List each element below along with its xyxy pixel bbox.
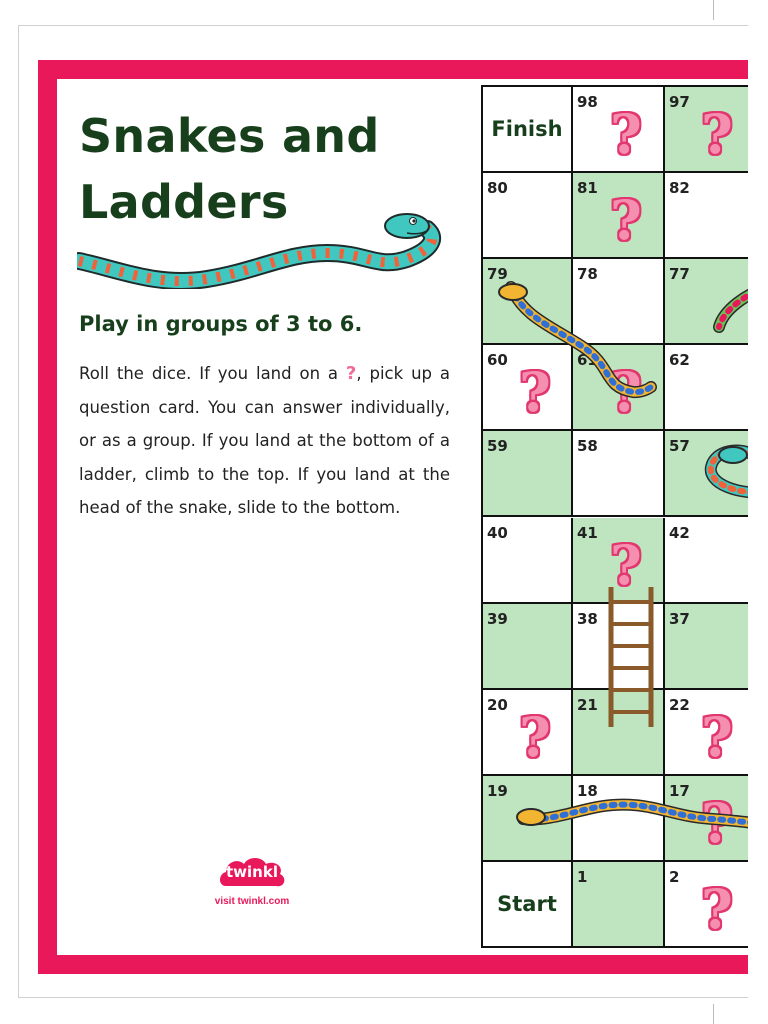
board-square-number: 98: [577, 93, 598, 111]
board-square-number: 59: [487, 437, 508, 456]
question-mark-icon: ?: [610, 360, 642, 425]
board-square-number: 61: [577, 351, 598, 370]
board-square[interactable]: [573, 87, 665, 173]
board-square[interactable]: [483, 345, 573, 431]
board-square-number: 39: [487, 609, 508, 628]
board-square-number: 37: [669, 609, 690, 628]
game-board: [481, 85, 748, 948]
board-square[interactable]: [573, 345, 665, 431]
rules-text-end: , pick up a question card. You can answer individually, or as a group. If you land at the bottom of a ladder, climb to the top. If you land at the head of the snake, slide to the bottom.: [79, 364, 450, 518]
visit-link[interactable]: visit twinkl.com: [214, 896, 290, 907]
group-size-heading: Play in groups of 3 to 6.: [79, 312, 363, 336]
board-square[interactable]: [483, 862, 573, 948]
board-square[interactable]: [665, 87, 748, 173]
question-mark-icon: ?: [345, 363, 357, 384]
board-square-number: 41: [577, 523, 598, 542]
board-square[interactable]: [483, 87, 573, 173]
board-square-number: 2: [669, 867, 680, 886]
crop-mark: [713, 0, 714, 20]
question-mark-icon: ?: [701, 102, 733, 166]
board-square[interactable]: [573, 776, 665, 862]
board-square-number: 97: [669, 93, 690, 111]
board-square[interactable]: [665, 690, 748, 776]
board-square-number: 18: [577, 781, 598, 800]
question-mark-icon: ?: [610, 532, 642, 597]
board-square[interactable]: [483, 173, 573, 259]
board-square[interactable]: [573, 862, 665, 948]
board-square[interactable]: [483, 776, 573, 862]
board-square-number: 21: [577, 695, 598, 714]
board-square-number: 60: [487, 351, 508, 370]
question-mark-icon: ?: [701, 790, 733, 855]
worksheet-content: [57, 79, 748, 955]
board-square[interactable]: [483, 690, 573, 776]
board-square-label: Start: [497, 891, 557, 916]
board-square-number: 81: [577, 179, 598, 198]
board-square[interactable]: [665, 776, 748, 862]
board-square-number: 62: [669, 351, 690, 370]
board-square-number: 42: [669, 523, 690, 542]
question-mark-icon: ?: [610, 188, 642, 253]
board-square[interactable]: [483, 518, 573, 604]
rules-paragraph: [79, 357, 450, 525]
question-mark-icon: ?: [701, 704, 733, 769]
board-square[interactable]: [573, 518, 665, 604]
board-square-number: 80: [487, 179, 508, 198]
twinkl-logo: [212, 854, 292, 907]
board-square-number: 40: [487, 523, 508, 542]
board-square-number: 19: [487, 781, 508, 800]
board-square[interactable]: [483, 604, 573, 690]
board-square[interactable]: [573, 604, 665, 690]
board-square-number: 17: [669, 781, 690, 800]
board-square-number: 82: [669, 179, 690, 198]
question-mark-icon: ?: [519, 704, 551, 769]
board-square-number: 78: [577, 265, 598, 284]
logo-wordmark: twinkl: [226, 863, 278, 881]
board-square-number: 1: [577, 867, 588, 886]
board-square-number: 77: [669, 265, 690, 284]
logo-cloud: [216, 854, 288, 894]
question-mark-icon: ?: [519, 360, 551, 425]
board-square[interactable]: [665, 431, 748, 517]
board-square-number: 20: [487, 695, 508, 714]
board-square[interactable]: [665, 259, 748, 345]
board-square-number: 79: [487, 265, 508, 284]
board-square[interactable]: [665, 604, 748, 690]
board-square[interactable]: [573, 173, 665, 259]
board-square[interactable]: [573, 690, 665, 776]
board-square-number: 57: [669, 437, 690, 456]
board-square[interactable]: [483, 431, 573, 517]
board-square-number: 58: [577, 437, 598, 456]
board-square[interactable]: [665, 173, 748, 259]
question-mark-icon: ?: [610, 102, 642, 166]
board-square-number: 38: [577, 609, 598, 628]
board-square-label: Finish: [491, 117, 563, 142]
board-square[interactable]: [573, 259, 665, 345]
board-square[interactable]: [573, 431, 665, 517]
board-square[interactable]: [665, 518, 748, 604]
page-title: Snakes and Ladders: [79, 109, 380, 229]
snake-icon: [77, 209, 457, 289]
board-square[interactable]: [665, 345, 748, 431]
board-square[interactable]: [665, 862, 748, 948]
board-square[interactable]: [483, 259, 573, 345]
board-square-number: 22: [669, 695, 690, 714]
question-mark-icon: ?: [701, 876, 733, 941]
crop-mark: [713, 1004, 714, 1024]
rules-text-start: Roll the dice. If you land on a: [79, 364, 346, 383]
